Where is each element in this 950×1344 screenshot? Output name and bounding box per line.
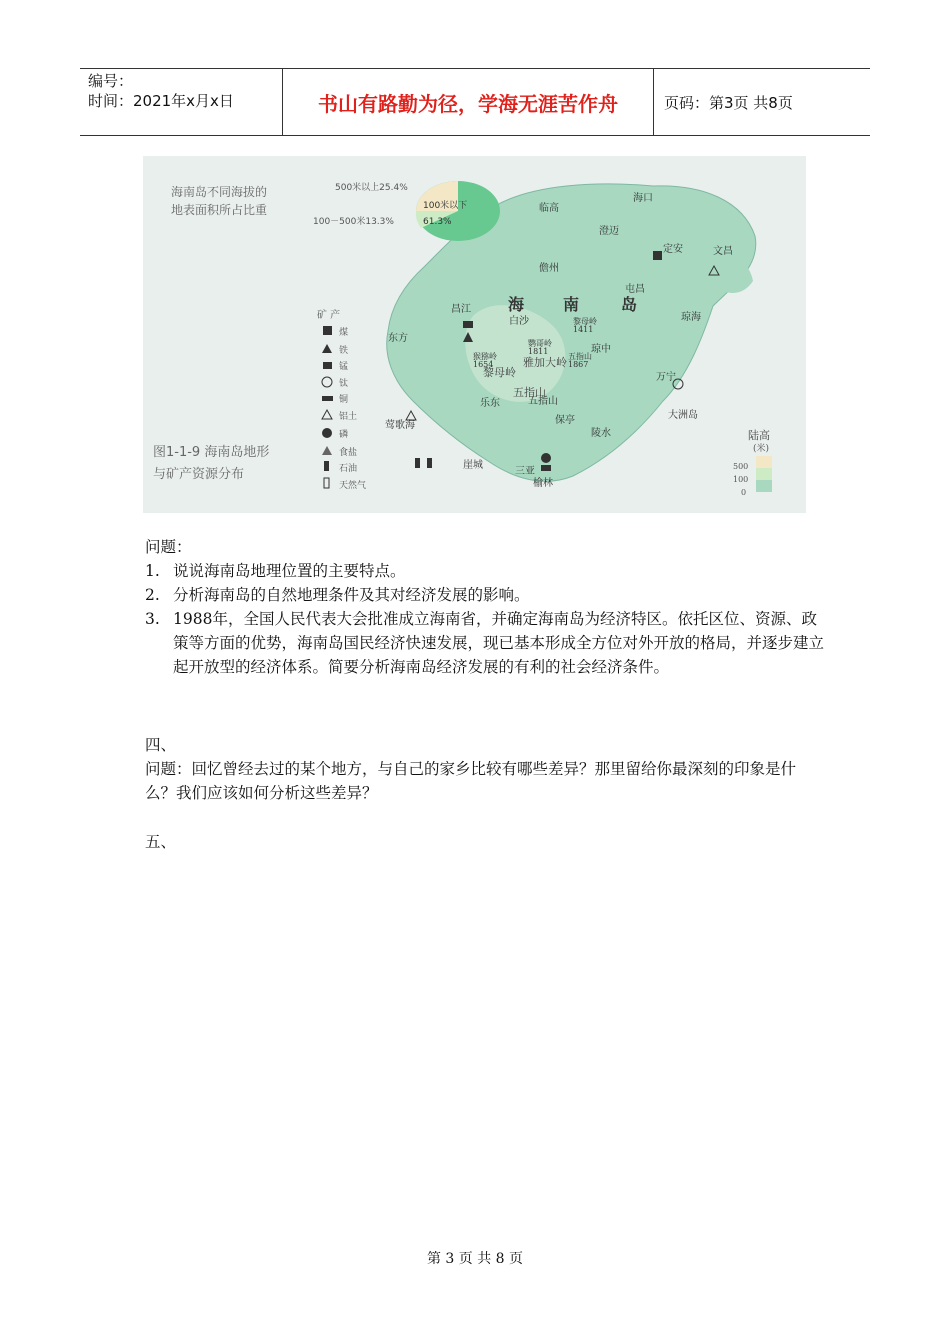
pie-label-above-500: 500米以上25.4% (335, 183, 408, 193)
place-wuzhishan-city: 五指山 (528, 396, 558, 407)
gas-marker (427, 458, 432, 468)
legend-phosphorus: 磷 (339, 430, 349, 440)
place-yinggehai: 莺歌海 (385, 420, 415, 431)
place-danzhou: 儋州 (539, 263, 559, 274)
serial-number-label: 编号： (88, 72, 134, 90)
peak-limuling-name: 黎母岭 (573, 317, 597, 326)
elevation-bar-low (756, 480, 772, 492)
mountain-wuzhishan: 五指山 (513, 386, 546, 399)
place-wenchang: 文昌 (713, 246, 733, 257)
question-text: 分析海南岛的自然地理条件及其对经济发展的影响。 (173, 586, 530, 604)
place-dongfang: 东方 (388, 333, 408, 344)
island-name-char1: 海 (508, 295, 525, 314)
sanya-copper-marker (541, 465, 551, 471)
legend-title: 矿 产 (317, 310, 341, 321)
pie-label-100-500: 100－500米13.3% (313, 217, 394, 227)
figure-caption-line2: 与矿产资源分布 (153, 467, 245, 482)
header-page-number: 页码：第3页 共8页 (664, 93, 793, 112)
question-number: 1. (145, 562, 160, 580)
peak-wuzhishan-name: 五指山 (568, 352, 592, 361)
place-yulin: 榆林 (533, 478, 553, 489)
place-chengmai: 澄迈 (599, 226, 619, 237)
dingan-coal-marker (653, 251, 662, 260)
copper-symbol (322, 396, 333, 401)
changjiang-manganese-marker (463, 321, 473, 328)
elevation-tick-100: 100 (733, 475, 749, 484)
legend-salt: 食盐 (339, 448, 358, 458)
peak-wuzhishan-height: 1867 (568, 360, 589, 369)
oil-symbol (324, 461, 329, 471)
elevation-unit: (米) (753, 444, 770, 454)
elevation-tick-500: 500 (733, 462, 749, 471)
question-text: 1988年，全国人民代表大会批准成立海南省，并确定海南岛为经济特区。依托区位、资源、政策等方面的优势，海南岛国民经济快速发展，现已基本形成全方位对外开放的格局，并逐步建立起开放型的经济体系。简要分析海南岛经济发展的有利的社会经济条件。 (173, 610, 825, 676)
page-footer: 第 3 页 共 8 页 (426, 1251, 524, 1267)
place-qiongzhong: 琼中 (591, 344, 611, 355)
question-text: 说说海南岛地理位置的主要特点。 (173, 562, 406, 580)
legend-manganese: 锰 (339, 362, 349, 372)
place-changjiang: 昌江 (451, 304, 471, 315)
elevation-tick-0: 0 (741, 488, 747, 497)
phosphorus-symbol (322, 428, 332, 438)
legend-copper: 铜 (339, 395, 349, 405)
question-number: 3. (145, 610, 160, 628)
hainan-map-figure (143, 156, 806, 513)
section-4-question: 问题：回忆曾经去过的某个地方，与自己的家乡比较有哪些差异？那里留给你最深刻的印象是什么？我们应该如何分析这些差异？ (145, 760, 797, 802)
peak-limuling-height: 1411 (573, 325, 594, 334)
place-lingao: 临高 (539, 203, 559, 214)
elevation-bar-mid (756, 468, 772, 480)
figure-caption-line1: 图1-1-9 海南岛地形 (153, 445, 270, 460)
question-item (145, 607, 825, 679)
place-yacheng: 崖城 (463, 460, 483, 471)
legend-iron: 铁 (339, 346, 349, 356)
place-dingan: 定安 (663, 244, 683, 255)
sanya-phosphorus-marker (541, 453, 551, 463)
mountain-yajiadaling: 雅加大岭 (523, 356, 567, 369)
place-tunchang: 屯昌 (625, 284, 645, 295)
peak-yinggeling-name: 鹦哥岭 (528, 339, 552, 348)
island-name-char3: 岛 (621, 295, 638, 314)
place-baisha: 白沙 (509, 316, 529, 327)
place-baoting: 保亭 (555, 415, 575, 426)
manganese-symbol (323, 362, 332, 369)
header-motto: 书山有路勤为径，学海无涯苦作舟 (282, 69, 654, 135)
coal-symbol (323, 326, 332, 335)
place-wanning: 万宁 (656, 372, 676, 383)
legend-titanium: 钛 (339, 379, 349, 389)
elevation-title: 陆高 (748, 429, 770, 442)
map-svg (143, 156, 806, 513)
island-name-char2: 南 (563, 295, 580, 314)
peak-houmiling-name: 猴猕岭 (473, 352, 497, 361)
questions-label: 问题： (145, 538, 192, 556)
place-lingshui: 陵水 (591, 428, 611, 439)
place-sanya: 三亚 (515, 466, 535, 477)
question-number: 2. (145, 586, 160, 604)
question-item (145, 583, 825, 607)
section-4-heading: 四、 (145, 736, 177, 754)
header-meta (80, 69, 282, 135)
place-haikou: 海口 (633, 193, 653, 204)
elevation-pie-chart (416, 181, 500, 241)
time-label: 时间：2021年x月x日 (88, 92, 234, 110)
question-list (145, 559, 825, 679)
place-qionghai: 琼海 (681, 312, 701, 323)
pie-title-line1: 海南岛不同海拔的 (171, 185, 268, 199)
place-ledong: 乐东 (480, 398, 500, 409)
peak-houmiling-height: 1654 (473, 360, 494, 369)
legend-coal: 煤 (339, 328, 349, 338)
page-header (80, 68, 870, 136)
place-dazhoudao: 大洲岛 (668, 410, 698, 421)
pie-label-below-100-value: 61.3% (423, 217, 452, 227)
legend-natural-gas: 天然气 (339, 481, 367, 491)
peak-yinggeling-height: 1811 (528, 347, 549, 356)
legend-oil: 石油 (339, 464, 358, 474)
mountain-limuling: 黎母岭 (483, 366, 516, 379)
section-5-heading: 五、 (145, 833, 177, 851)
oil-marker (415, 458, 420, 468)
elevation-bar-high (756, 456, 772, 468)
pie-label-below-100: 100米以下 (423, 201, 468, 211)
pie-title-line2: 地表面积所占比重 (171, 203, 268, 217)
question-item (145, 559, 825, 583)
legend-bauxite: 铝土 (339, 412, 358, 422)
